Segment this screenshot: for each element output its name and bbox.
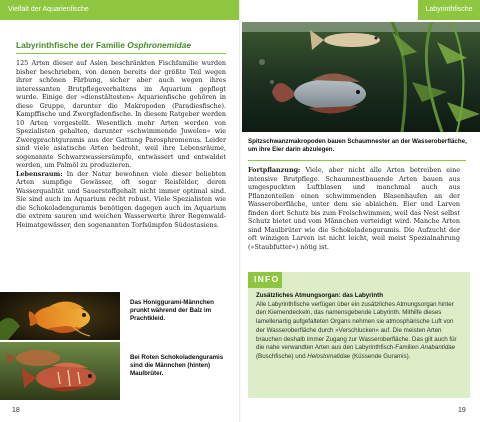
page-number-right: 19 — [458, 407, 466, 414]
paradise-fish-caption: Spitzschwanzmakropoden bauen Schaumnester an der Wasseroberfläche, um ihre Eier darin abzulegen. — [248, 138, 467, 153]
reproduction-text: Viele, aber nicht alle Arten betreiben eine intensive Brutpflege. Schaumnestbauende Arten bauen aus umgespuckten Luftblasen und manchmal auch aus Pflanzenteilen einen schwimmenden Blasenhaufen an der Wasseroberfläche, unter dem sie ablaichen. Eier und Larven finden dort Schutz bis zum Freischwimmen, weil das Nest selbst Schutz bietet und vom Männchen verteidigt wird. Manche Arten sind Maulbrüter wie die Schokoladenguramis. Die Aufzucht der oft winzigen Larven ist nicht leicht, weil meist Spezialnahrung (»Staubfutter«) nötig ist. — [248, 166, 460, 251]
intro-paragraph: 125 Arten dieser auf Asien beschränkten Fischfamilie wurden bisher beschrieben, von denen bereits der größte Teil wegen ihrer schönen Färbung, sicher aber auch wegen ihres interessanten Brutpflegeverhaltens im Aquarium gepflegt wurde. Einige der »dienstältesten« Aquarienfische gehören in diese Gruppe, darunter die Makropoden (Paradiesfische). Kampffische und Zwergfadenfische. In diesem Ratgeber werden 10 Arten vorgestellt. Wesentlich mehr Arten werden von Spezialisten gehalten, darunter »schwimmende Juwelen« wie Zwergprachtguramis aus der Gattung Parosphromenus. Leider sind viele asiatische Arten bedroht, weil ihre Lebensräume, sogenannte Schwarzwassersümpfe, entwässert und entwaldet werden, um Palmöl zu produzieren. — [16, 59, 226, 169]
running-header-right: Labyrinthfische — [418, 0, 480, 20]
caption-rule — [248, 160, 466, 161]
section-title-text: Labyrinthfische der Familie — [16, 40, 128, 50]
info-content — [256, 292, 462, 362]
chocolate-gourami-photo — [0, 342, 120, 400]
reproduction-paragraph — [248, 166, 460, 251]
honey-gourami-photo — [0, 292, 120, 340]
info-label: INFO — [254, 274, 280, 284]
habitat-paragraph — [16, 170, 226, 230]
section-rule — [16, 53, 226, 54]
habitat-text: In der Natur bewohnen viele dieser beliebten Arten sumpfige Gewässer, oft sogar Reisfelder, deren Wasserqualität und Sauerstoffgehalt nicht immer optimal sind. Sie sind auch im Aquarium recht robust. Viele Spezialisten wie die Schokoladenguramis benötigen dagegen auch im Aquarium die extrem sauren und weichen Wasserwerte ihrer Regenwald-Heimatgewässer, den sogenannten Torfsümpfen Südostasiens. — [16, 169, 226, 229]
section-title — [16, 40, 191, 50]
info-box — [248, 272, 470, 398]
right-body-text — [248, 166, 460, 251]
running-header-left: Vielfalt der Aquarienfische — [0, 0, 240, 20]
info-heading: Zusätzliches Atmungsorgan: das Labyrinth — [256, 292, 383, 299]
reproduction-lead: Fortpflanzung: — [248, 166, 301, 174]
paradise-fish-photo — [242, 22, 480, 132]
left-body-text — [16, 59, 226, 229]
info-paragraph: Alle Labyrinthfische verfügen über ein zusätzliches Atmungsorgan hinter den Kiemendeckeln, das namensgebende Labyrinth. Mithilfe dieses lamellenartig aufgefalteten Organs nehmen sie atmosphärische Luft von der Wasseroberfläche durch »Verschlucken« auf. Die meisten Arten brauchen deshalb immer Zugang zur Wasseroberfläche. Das gilt auch für die nahe verwandten Arten aus den Labyrinthfisch-Familien Anabantidae (Buschfische) und Helostomatidae (Küssende Guramis). — [256, 300, 457, 360]
page-number-left: 18 — [12, 407, 20, 414]
habitat-lead: Lebensraum: — [16, 169, 63, 178]
honey-gourami-caption: Das Honiggurami-Männchen prunkt während der Balz im Prachtkleid. — [130, 299, 214, 322]
section-title-family: Osphronemidae — [127, 40, 191, 50]
chocolate-gourami-caption: Bei Roten Schokoladenguramis sind die Männchen (hinten) Maulbrüter. — [130, 354, 224, 377]
